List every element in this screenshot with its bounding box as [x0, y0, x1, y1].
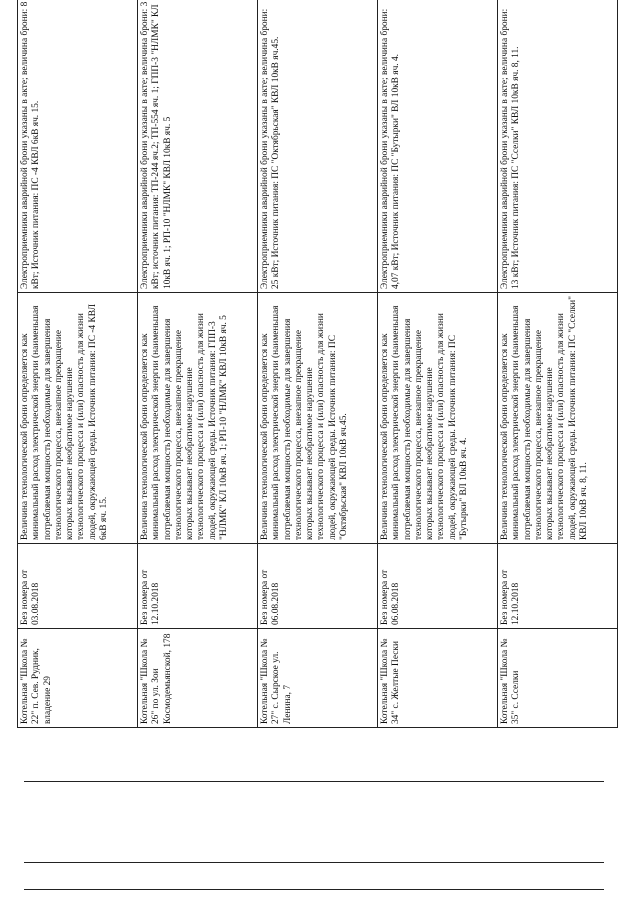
- act-reference-cell: Без номера от 06.08.2018: [258, 544, 378, 629]
- emergency-reserve-cell: Электроприемники аварийной брони указаны в акте; величина брони: 13 кВт; Источник питания: ПС "Сселки" КВЛ 10кВ яч. 8, 11.: [498, 0, 618, 293]
- emergency-reserve-cell: Электроприемники аварийной брони указаны в акте; величина брони: 25 кВт; Источник питания: ПС "Октябрьская" КВЛ 10кВ яч.45.: [258, 0, 378, 293]
- facility-name-cell: Котельная "Школа № 26" по ул. Зои Космодемьянской, 178: [138, 629, 258, 728]
- table-row: [18, 0, 138, 728]
- signature-rule: [24, 862, 604, 863]
- emergency-reserve-cell: Электроприемники аварийной брони указаны в акте; величина брони: 8 кВт; Источник питания: ПС -4 КВЛ 6кВ яч. 15.: [18, 0, 138, 293]
- table-row: [378, 0, 498, 728]
- facility-name-cell: Котельная "Школа № 34" с. Желтые Пески: [378, 629, 498, 728]
- emergency-reserve-cell: Электроприемники аварийной брони указаны в акте; величина брони: 3 кВт; источник питания: ТП-244 яч.2; ТП-554 яч. 1; ГПП-3 "НЛМК" КЛ 10кВ яч. 1; РП-10 "НЛМК" КВЛ 10кВ яч. 5: [138, 0, 258, 293]
- technological-reserve-cell: Величина технологической брони определяется как минимальный расход электрической энергии (наименьшая потребляемая мощность) необходимые для завершения технологического процесса, внезапное прекращение которых вызывает необратимое нарушение технологического процесса и (или) опасность для жизни людей, окружающей среды. Источник питания: ГПП-3 "НЛМК" КЛ 10кВ яч. 1; РП-10 "НЛМК" КВЛ 10кВ яч. 5: [138, 293, 258, 544]
- emergency-reserve-cell: Электроприемники аварийной брони указаны в акте; величина брони: 4,07 кВт; Источник питания: ПС "Бутырки" ВЛ 10кВ яч. 4.: [378, 0, 498, 293]
- technological-reserve-cell: Величина технологической брони определяется как минимальный расход электрической энергии (наименьшая потребляемая мощность) необходимые для завершения технологического процесса, внезапное прекращение которых вызывает необратимое нарушение технологического процесса и (или) опасность для жизни людей, окружающей среды. Источник питания: ПС "Бутырки" ВЛ 10кВ яч. 4.: [378, 293, 498, 544]
- facility-name-cell: Котельная "Школа № 35" с. Сселки: [498, 629, 618, 728]
- technological-reserve-cell: Величина технологической брони определяется как минимальный расход электрической энергии (наименьшая потребляемая мощность) необходимые для завершения технологического процесса, внезапное прекращение которых вызывает необратимое нарушение технологического процесса и (или) опасность для жизни людей, окружающей среды. Источник питания: ПС "Сселки" КВЛ 10кВ яч. 8, 11.: [498, 293, 618, 544]
- table-row: [258, 0, 378, 728]
- act-reference-cell: Без номера от 12.10.2018: [138, 544, 258, 629]
- signature-rule: [24, 781, 604, 782]
- table-row: [498, 0, 618, 728]
- act-reference-cell: Без номера от 03.08.2018: [18, 544, 138, 629]
- act-reference-cell: Без номера от 06.08.2018: [378, 544, 498, 629]
- facility-name-cell: Котельная "Школа № 27" с. Сырское ул. Ленина, 7: [258, 629, 378, 728]
- signature-rule: [24, 889, 604, 890]
- act-reference-cell: Без номера от 12.10.2018: [498, 544, 618, 629]
- facility-name-cell: Котельная "Школа № 22" п. Сев. Рудник, владение 29: [18, 629, 138, 728]
- table-row: [138, 0, 258, 728]
- technological-reserve-cell: Величина технологической брони определяется как минимальный расход электрической энергии (наименьшая потребляемая мощность) необходимые для завершения технологического процесса, внезапное прекращение которых вызывает необратимое нарушение технологического процесса и (или) опасность для жизни людей, окружающей среды. Источник питания: ПС "Октябрьская" КВЛ 10кВ яч.45.: [258, 293, 378, 544]
- rotated-page: [17, 1, 617, 728]
- reserve-table: [17, 0, 618, 728]
- technological-reserve-cell: Величина технологической брони определяется как минимальный расход электрической энергии (наименьшая потребляемая мощность) необходимые для завершения технологического процесса, внезапное прекращение которых вызывает необратимое нарушение технологического процесса и (или) опасность для жизни людей, окружающей среды. Источник питания: ПС -4 КВЛ 6кВ яч. 15.: [18, 293, 138, 544]
